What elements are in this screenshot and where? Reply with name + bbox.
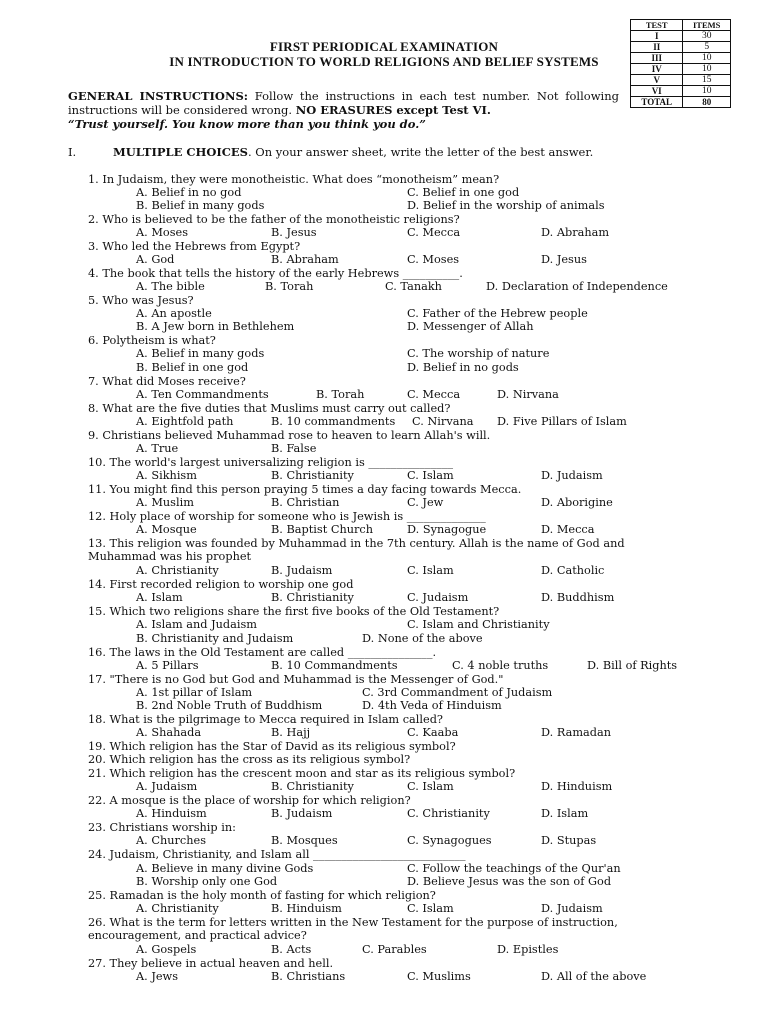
answer-option: D. Five Pillars of Islam — [497, 415, 627, 428]
answer-option: D. Declaration of Independence — [486, 280, 668, 293]
question-text-continued: encouragement, and practical advice? — [88, 929, 307, 942]
question-text: 2. Who is believed to be the father of the monotheistic religions? — [88, 213, 460, 226]
answer-option: D. Epistles — [497, 943, 559, 956]
section-number: I. — [68, 145, 77, 159]
question-text: 4. The book that tells the history of the early Hebrews __________. — [88, 267, 463, 280]
answer-option: A. 5 Pillars — [136, 659, 199, 672]
answer-option: C. The worship of nature — [407, 347, 550, 360]
score-test: I — [631, 31, 683, 42]
answer-option: B. Hinduism — [271, 902, 342, 915]
answer-option: D. Jesus — [541, 253, 587, 266]
answer-option: A. Moses — [136, 226, 188, 239]
answer-option: D. Hinduism — [541, 780, 613, 793]
answer-option: D. Bill of Rights — [587, 659, 678, 672]
answer-option: D. None of the above — [362, 632, 483, 645]
score-row — [631, 86, 731, 97]
answer-option: D. Synagogue — [407, 523, 487, 536]
answer-option: C. Islam and Christianity — [407, 618, 550, 631]
answer-option: A. Sikhism — [136, 469, 197, 482]
answer-option: A. Jews — [136, 970, 179, 983]
answer-option: C. 3rd Commandment of Judaism — [362, 686, 553, 699]
answer-option: B. Abraham — [271, 253, 339, 266]
answer-option: A. Christianity — [136, 564, 219, 577]
answer-option: C. Jew — [407, 496, 444, 509]
header-test: TEST — [631, 20, 683, 31]
answer-option: B. Worship only one God — [136, 875, 278, 888]
answer-option: C. Kaaba — [407, 726, 459, 739]
answer-option: C. Nirvana — [412, 415, 474, 428]
answer-option: A. Shahada — [136, 726, 202, 739]
question-text: 13. This religion was founded by Muhammad in the 7th century. Allah is the name of God and — [88, 537, 625, 550]
answer-option: A. Islam — [136, 591, 183, 604]
answer-option: C. Father of the Hebrew people — [407, 307, 588, 320]
answer-option: B. Jesus — [271, 226, 317, 239]
answer-option: D. 4th Veda of Hinduism — [362, 699, 502, 712]
question-text: 14. First recorded religion to worship one god — [88, 578, 354, 591]
answer-option: A. True — [136, 442, 179, 455]
question-text: 23. Christians worship in: — [88, 821, 236, 834]
answer-option: B. 10 commandments — [271, 415, 396, 428]
answer-option: A. An apostle — [136, 307, 212, 320]
answer-option: B. Mosques — [271, 834, 338, 847]
answer-option: B. Torah — [316, 388, 365, 401]
answer-option: C. Islam — [407, 564, 454, 577]
instructions-quote: “Trust yourself. You know more than you think you do.” — [68, 117, 426, 131]
score-test: III — [631, 53, 683, 64]
question-text: 19. Which religion has the Star of David as its religious symbol? — [88, 740, 456, 753]
score-items: 5 — [683, 42, 731, 53]
answer-option: B. Judaism — [271, 807, 333, 820]
answer-option: B. Christians — [271, 970, 346, 983]
answer-option: A. Belief in many gods — [136, 347, 265, 360]
question-text: 15. Which two religions share the first five books of the Old Testament? — [88, 605, 500, 618]
answer-option: A. 1st pillar of Islam — [136, 686, 253, 699]
answer-option: D. Belief in no gods — [407, 361, 519, 374]
question-text: 21. Which religion has the crescent moon and star as its religious symbol? — [88, 767, 516, 780]
answer-option: A. Believe in many divine Gods — [136, 862, 314, 875]
answer-option: B. A Jew born in Bethlehem — [136, 320, 295, 333]
score-total-row — [631, 97, 731, 108]
answer-option: C. Follow the teachings of the Qur'an — [407, 862, 621, 875]
score-test: VI — [631, 86, 683, 97]
answer-option: D. Messenger of Allah — [407, 320, 534, 333]
answer-option: C. Mecca — [407, 226, 461, 239]
score-items: 10 — [683, 64, 731, 75]
answer-option: C. Mecca — [407, 388, 461, 401]
general-instructions — [68, 89, 619, 131]
answer-option: A. God — [136, 253, 175, 266]
answer-option: B. Belief in many gods — [136, 199, 265, 212]
answer-option: A. Belief in no god — [136, 186, 242, 199]
answer-option: C. Judaism — [407, 591, 469, 604]
section-heading — [68, 145, 593, 159]
answer-option: B. False — [271, 442, 317, 455]
question-text: 6. Polytheism is what? — [88, 334, 216, 347]
header-items: ITEMS — [683, 20, 731, 31]
answer-option: C. Islam — [407, 780, 454, 793]
answer-option: A. Muslim — [136, 496, 194, 509]
question-text: 8. What are the five duties that Muslims must carry out called? — [88, 402, 451, 415]
answer-option: B. Christianity — [271, 469, 354, 482]
answer-option: C. Islam — [407, 469, 454, 482]
exam-subtitle: IN INTRODUCTION TO WORLD RELIGIONS AND BELIEF SYSTEMS — [169, 54, 599, 69]
question-text: 11. You might find this person praying 5 times a day facing towards Mecca. — [88, 483, 522, 496]
answer-option: D. Abraham — [541, 226, 610, 239]
instructions-text: Follow the instructions in each test number. Not following instructions will be considered wrong. — [68, 89, 619, 117]
answer-option: D. Islam — [541, 807, 589, 820]
score-test: V — [631, 75, 683, 86]
answer-option: D. Catholic — [541, 564, 605, 577]
section-text: . On your answer sheet, write the letter of the best answer. — [248, 145, 594, 159]
answer-option: C. 4 noble truths — [452, 659, 549, 672]
answer-option: B. Christianity and Judaism — [136, 632, 294, 645]
answer-option: A. Islam and Judaism — [136, 618, 257, 631]
total-items: 80 — [683, 97, 731, 108]
answer-option: B. Belief in one god — [136, 361, 249, 374]
answer-option: D. Judaism — [541, 469, 603, 482]
answer-option: A. Eightfold path — [136, 415, 234, 428]
score-table-header — [631, 20, 731, 31]
answer-option: D. Believe Jesus was the son of God — [407, 875, 612, 888]
answer-option: A. Mosque — [136, 523, 197, 536]
answer-option: C. Parables — [362, 943, 427, 956]
score-items: 10 — [683, 53, 731, 64]
question-text: 1. In Judaism, they were monotheistic. What does “monotheism” mean? — [88, 173, 500, 186]
answer-option: D. Ramadan — [541, 726, 612, 739]
question-text: 27. They believe in actual heaven and hell. — [88, 957, 334, 970]
answer-option: C. Tanakh — [385, 280, 442, 293]
answer-option: A. Gospels — [136, 943, 197, 956]
answer-option: D. Buddhism — [541, 591, 615, 604]
answer-option: D. All of the above — [541, 970, 647, 983]
answer-option: D. Aborigine — [541, 496, 613, 509]
answer-option: B. Baptist Church — [271, 523, 374, 536]
question-text: 12. Holy place of worship for someone who is Jewish is ______________ — [88, 510, 486, 523]
answer-option: B. Acts — [271, 943, 312, 956]
answer-option: A. The bible — [136, 280, 205, 293]
answer-option: B. Torah — [265, 280, 314, 293]
instructions-label: GENERAL INSTRUCTIONS: — [68, 89, 249, 103]
answer-option: B. 10 Commandments — [271, 659, 398, 672]
question-text: 7. What did Moses receive? — [88, 375, 246, 388]
answer-option: B. Christian — [271, 496, 340, 509]
question-text: 3. Who led the Hebrews from Egypt? — [88, 240, 301, 253]
question-text: 24. Judaism, Christianity, and Islam all ___________________________ — [88, 848, 466, 861]
answer-option: D. Mecca — [541, 523, 595, 536]
answer-option: C. Synagogues — [407, 834, 492, 847]
question-text: 18. What is the pilgrimage to Mecca required in Islam called? — [88, 713, 443, 726]
question-text-continued: Muhammad was his prophet — [88, 550, 252, 563]
section-title: MULTIPLE CHOICES — [113, 145, 248, 159]
answer-option: B. Christianity — [271, 591, 354, 604]
answer-option: D. Belief in the worship of animals — [407, 199, 605, 212]
answer-option: C. Moses — [407, 253, 460, 266]
answer-option: B. Judaism — [271, 564, 333, 577]
score-test: IV — [631, 64, 683, 75]
score-items: 15 — [683, 75, 731, 86]
answer-option: B. 2nd Noble Truth of Buddhism — [136, 699, 323, 712]
instructions-emphasis: NO ERASURES except Test VI. — [295, 103, 491, 117]
question-text: 10. The world's largest universalizing religion is _______________ — [88, 456, 454, 469]
total-label: TOTAL — [631, 97, 683, 108]
answer-option: A. Hinduism — [136, 807, 207, 820]
question-text: 5. Who was Jesus? — [88, 294, 194, 307]
answer-option: D. Nirvana — [497, 388, 559, 401]
question-text: 17. "There is no God but God and Muhammad is the Messenger of God." — [88, 673, 504, 686]
answer-option: D. Stupas — [541, 834, 597, 847]
answer-option: A. Ten Commandments — [136, 388, 269, 401]
question-text: 16. The laws in the Old Testament are called _______________. — [88, 646, 437, 659]
question-text: 20. Which religion has the cross as its religious symbol? — [88, 753, 411, 766]
answer-option: A. Churches — [136, 834, 207, 847]
score-items: 10 — [683, 86, 731, 97]
score-row — [631, 75, 731, 86]
question-text: 22. A mosque is the place of worship for which religion? — [88, 794, 411, 807]
score-test: II — [631, 42, 683, 53]
answer-option: C. Muslims — [407, 970, 471, 983]
answer-option: B. Christianity — [271, 780, 354, 793]
question-text: 26. What is the term for letters written in the New Testament for the purpose of instruction, — [88, 916, 618, 929]
question-text: 9. Christians believed Muhammad rose to heaven to learn Allah's will. — [88, 429, 491, 442]
answer-option: C. Christianity — [407, 807, 490, 820]
answer-option: A. Christianity — [136, 902, 219, 915]
answer-option: D. Judaism — [541, 902, 603, 915]
answer-option: B. Hajj — [271, 726, 311, 739]
answer-option: C. Belief in one god — [407, 186, 520, 199]
score-items: 30 — [683, 31, 731, 42]
question-text: 25. Ramadan is the holy month of fasting for which religion? — [88, 889, 436, 902]
exam-title: FIRST PERIODICAL EXAMINATION — [269, 39, 499, 54]
answer-option: A. Judaism — [136, 780, 198, 793]
answer-option: C. Islam — [407, 902, 454, 915]
